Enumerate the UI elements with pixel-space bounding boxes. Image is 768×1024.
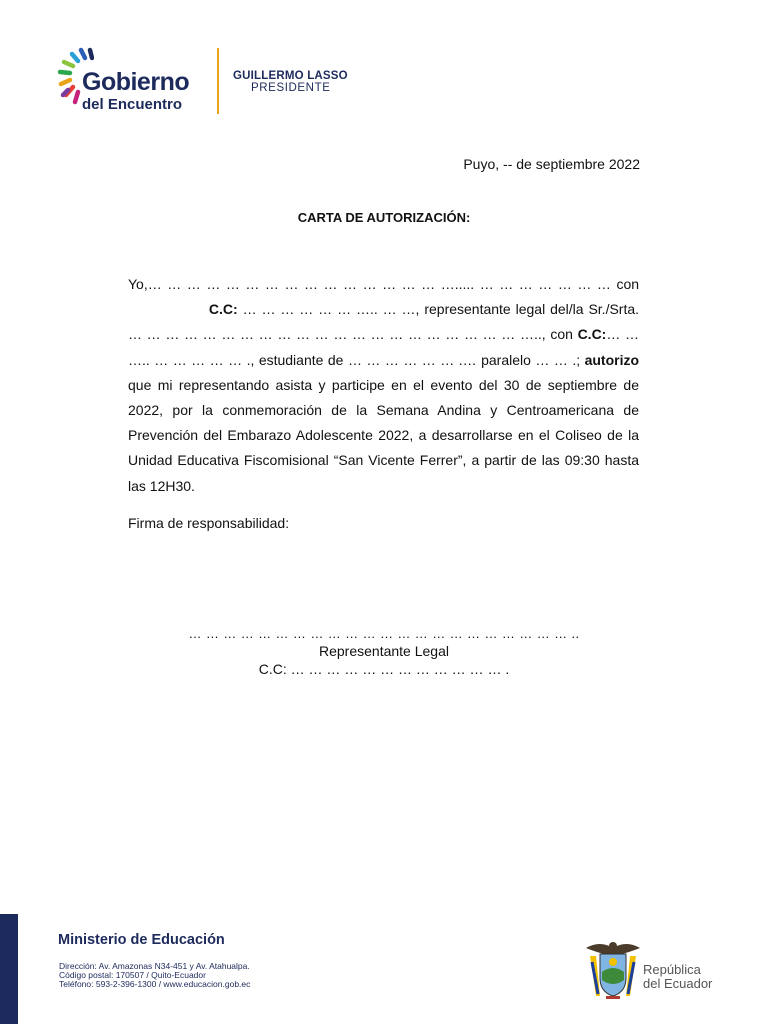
footer-postal: Código postal: 170507 / Quito-Ecuador [59, 970, 206, 980]
ecuador-coat-of-arms-icon [582, 938, 644, 1002]
blank-student: … … … … … … … … … … … … … … … … … … … … … ….., [128, 326, 546, 343]
letter-body [128, 272, 639, 499]
gobierno-del-encuentro-logo [54, 44, 364, 120]
blank-course: … … … … … … .… [347, 351, 477, 368]
blank-cc: … … … … … … ….. … …, [242, 301, 420, 318]
con-text-2: con [550, 326, 573, 343]
signature-role: Representante Legal [319, 643, 449, 659]
cc-label-2: C.C: [577, 326, 607, 343]
president-name: GUILLERMO LASSO [233, 70, 348, 82]
blank-cc-2: … … ….. … … … … … ., [128, 326, 640, 368]
letter-rest: que mi representando asista y participe en el evento del 30 de septiembre de 2022, por la conmemoración de la Semana Andina y Centroamericana de Prevención del Embarazo Adolescente 2022, a desarrollarse en el Coliseo de la Unidad Educativa Fiscomisional “San Vicente Ferrer”, a partir de las 09:30 hasta las 12H30. [128, 376, 639, 494]
republica-text-1: República [643, 962, 701, 977]
republica-text-2: del Ecuador [643, 976, 713, 991]
logo-sub-text: del Encuentro [82, 96, 183, 113]
ministry-name: Ministerio de Educación [58, 932, 225, 948]
autorizo-text: autorizo [584, 351, 640, 368]
blank-name: … … … … … … … … … … … … … … … …..... … … … … … … … [147, 276, 611, 292]
footer-phone: Teléfono: 593-2-396-1300 / www.educacion.gob.ec [59, 979, 251, 989]
logo-main-text: Gobierno [82, 68, 190, 96]
date-line: Puyo, -- de septiembre 2022 [463, 156, 640, 172]
cc-label: C.C: [208, 301, 238, 318]
signature-line: … … … … … … … … … … … … … … … … … … … … … … .. [188, 626, 580, 641]
footer-accent-bar [0, 914, 18, 1024]
rep-legal-text: representante legal del/la Sr./Srta. [424, 301, 640, 318]
signature-cc: C.C: … … … … … … … … … … … … . [258, 661, 510, 677]
logo-divider [217, 48, 219, 114]
paralelo-text: paralelo [481, 351, 531, 368]
con-text: con [616, 276, 640, 292]
letter-title: CARTA DE AUTORIZACIÓN: [297, 210, 471, 225]
president-title: PRESIDENTE [251, 82, 331, 94]
estudiante-text: estudiante de [258, 351, 344, 368]
blank-paralelo: … … .; [535, 351, 581, 368]
firma-label: Firma de responsabilidad: [128, 515, 290, 531]
yo-text: Yo, [128, 276, 148, 292]
footer-address: Dirección: Av. Amazonas N34-451 y Av. Atahualpa. [59, 961, 250, 971]
